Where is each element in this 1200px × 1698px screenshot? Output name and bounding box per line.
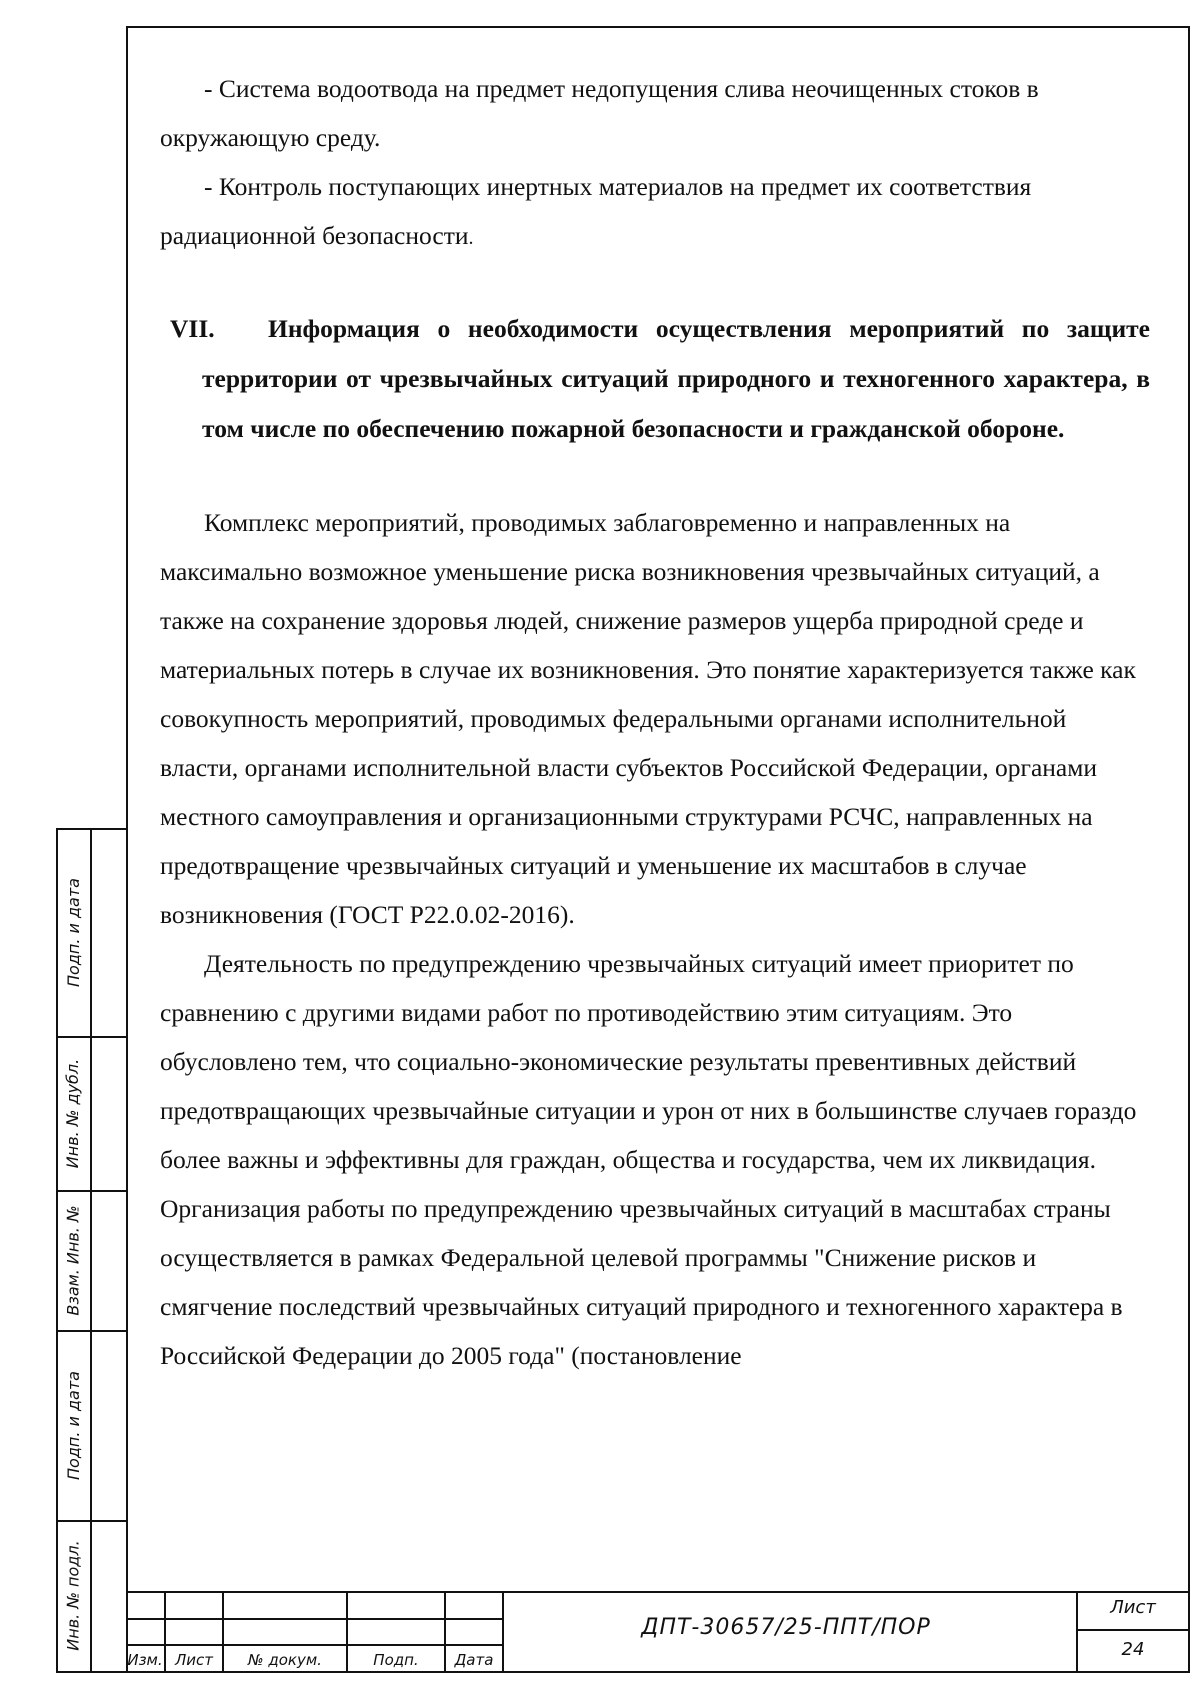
paragraph-prevention-priority: Деятельность по предупреждению чрезвычайных ситуаций имеет приоритет по сравнению с другими видами работ по противодействию этим ситуациям. Это обусловлено тем, что социально-экономические результаты превентивных действий предотвращающих чрезвычайные ситуации и урон от них в большинстве случаев гораздо более важны и эффективны для граждан, общества и государства, чем их ликвидация.	[160, 949, 1137, 1174]
section-heading	[160, 304, 1150, 454]
paragraph-federal-program: Организация работы по предупреждению чрезвычайных ситуаций в масштабах страны осуществляется в рамках Федеральной целевой программы "Снижение рисков и смягчение последствий чрезвычайных ситуаций природного и техногенного характера в Российской Федерации до 2005 года" (постановление	[160, 1194, 1123, 1370]
paragraph-materials-text: - Контроль поступающих инертных материалов на предмет их соответствия радиационной безопасности	[160, 172, 1032, 250]
stamp-col-data: Дата	[454, 1651, 494, 1669]
sheet-number: 24	[1121, 1639, 1145, 1660]
section-number: VII.	[170, 314, 215, 343]
sheet-label: Лист	[1110, 1597, 1156, 1618]
paragraph-drainage: - Система водоотвода на предмет недопущения слива неочищенных стоков в окружающую среду.	[160, 74, 1039, 152]
stamp-col-podp: Подп.	[373, 1651, 419, 1669]
stamp-col-list: Лист	[174, 1651, 213, 1669]
side-vzam-inv: Взам. Инв. №	[63, 1204, 83, 1316]
side-margin-block	[56, 828, 126, 1673]
paragraph-materials-control	[160, 162, 1150, 263]
side-podp-data-2: Подп. и дата	[63, 1370, 83, 1480]
document-body	[160, 64, 1150, 1380]
side-inv-dubl: Инв. № дубл.	[63, 1058, 83, 1168]
side-inv-podl: Инв. № подл.	[63, 1540, 83, 1651]
section-title: Информация о необходимости осуществления мероприятий по защите территории от чрезвычайных ситуаций природного и техногенного характера, в том числе по обеспечению пожарной безопасности и гражданской обороне.	[202, 314, 1150, 443]
stamp-col-izm: Изм.	[127, 1651, 163, 1669]
document-code: ДПТ-30657/25-ППТ/ПОР	[641, 1615, 931, 1640]
side-podp-data-1: Подп. и дата	[63, 877, 83, 987]
paragraph-measures-complex: Комплекс мероприятий, проводимых заблаговременно и направленных на максимально возможное уменьшение риска возникновения чрезвычайных ситуаций, а также на сохранение здоровья людей, снижение размеров ущерба природной среде и материальных потерь в случае их возникновения. Это понятие характеризуется также как совокупность мероприятий, проводимых федеральными органами исполнительной власти, органами исполнительной власти субъектов Российской Федерации, органами местного самоуправления и организационными структурами РСЧС, направленных на предотвращение чрезвычайных ситуаций и уменьшение их масштабов в случае возникновения (ГОСТ Р22.0.02-2016).	[160, 508, 1136, 929]
stamp-col-dokum: № докум.	[248, 1651, 322, 1669]
paragraph-materials-dot: .	[468, 227, 474, 249]
title-block	[126, 1591, 1190, 1673]
